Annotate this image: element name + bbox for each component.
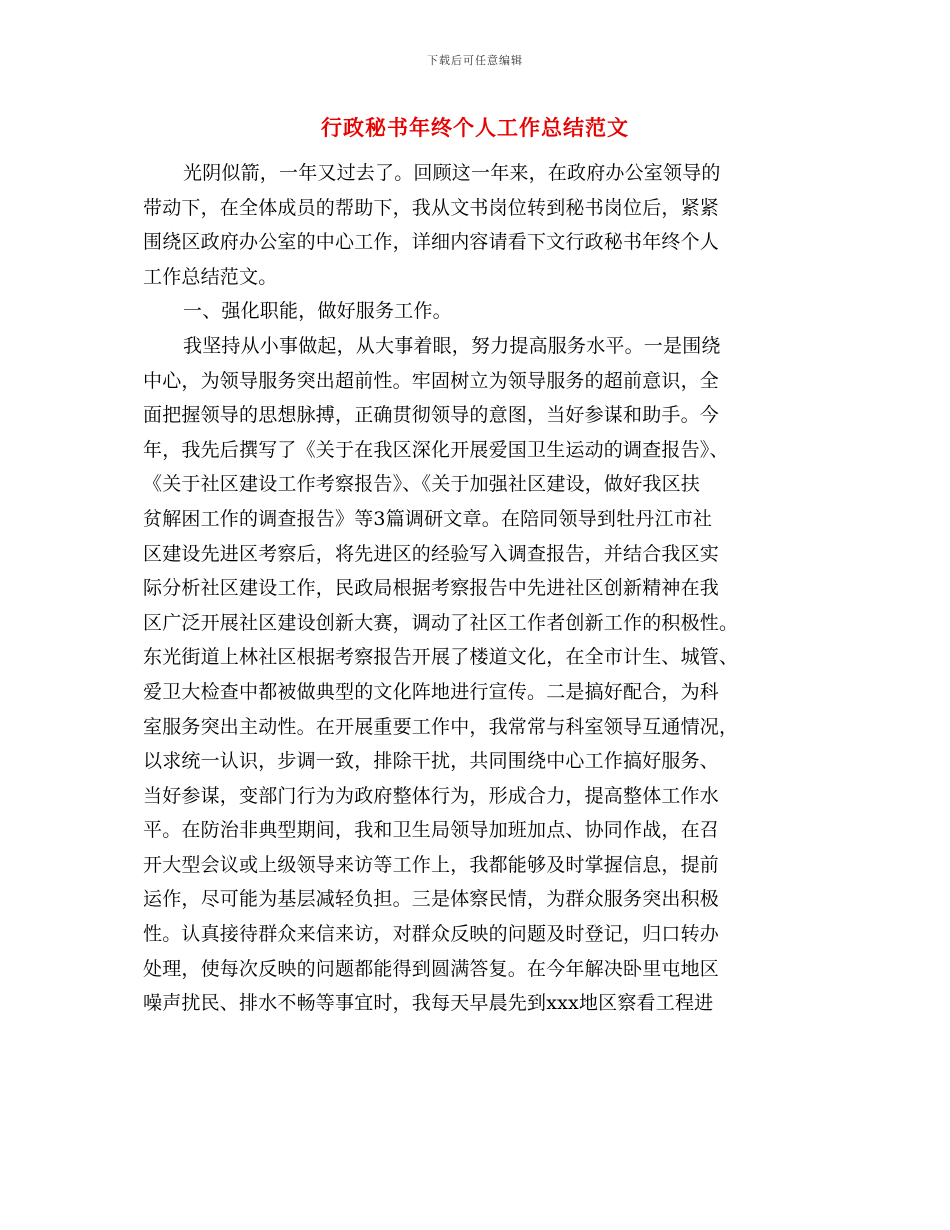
document-title: 行政秘书年终个人工作总结范文 [321, 115, 629, 140]
body-line: 室服务突出主动性。在开展重要工作中，我常常与科室领导互通情况， [143, 715, 739, 738]
body-line: 围绕区政府办公室的中心工作，详细内容请看下文行政秘书年终个人 [143, 231, 720, 254]
body-line: 平。在防治非典型期间，我和卫生局领导加班加点、协同作战，在召 [143, 819, 720, 842]
body-line: 面把握领导的思想脉搏，正确贯彻领导的意图，当好参谋和助手。今 [143, 404, 720, 427]
body-line: 一、强化职能，做好服务工作。 [183, 300, 452, 323]
body-line: 当好参谋，变部门行为为政府整体行为，形成合力，提高整体工作水 [143, 784, 720, 807]
body-line: 开大型会议或上级领导来访等工作上，我都能够及时掌握信息，提前 [143, 853, 720, 876]
body-line: 噪声扰民、排水不畅等事宜时，我每天早晨先到xxx地区察看工程进 [143, 992, 714, 1015]
body-line: 中心，为领导服务突出超前性。牢固树立为领导服务的超前意识，全 [143, 369, 720, 392]
body-line: 东光街道上林社区根据考察报告开展了楼道文化，在全市计生、城管、 [143, 646, 739, 669]
body-line: 际分析社区建设工作，民政局根据考察报告中先进社区创新精神在我 [143, 577, 720, 600]
body-line: 带动下，在全体成员的帮助下，我从文书岗位转到秘书岗位后，紧紧 [143, 196, 720, 219]
document-body [143, 156, 803, 1021]
body-line: 《关于社区建设工作考察报告》、《关于加强社区建设，做好我区扶 [143, 473, 701, 496]
body-line: 运作，尽可能为基层减轻负担。三是体察民情，为群众服务突出积极 [143, 888, 720, 911]
body-line: 爱卫大检查中都被做典型的文化阵地进行宣传。二是搞好配合，为科 [143, 680, 720, 703]
body-line: 区广泛开展社区建设创新大赛，调动了社区工作者创新工作的积极性。 [143, 611, 739, 634]
body-line: 处理，使每次反映的问题都能得到圆满答复。在今年解决卧里屯地区 [143, 957, 720, 980]
body-line: 光阴似箭，一年又过去了。回顾这一年来，在政府办公室领导的 [183, 162, 721, 184]
body-line: 区建设先进区考察后，将先进区的经验写入调查报告，并结合我区实 [143, 542, 720, 565]
header-note: 下载后可任意编辑 [427, 54, 523, 67]
body-line: 以求统一认识，步调一致，排除干扰，共同围绕中心工作搞好服务、 [143, 750, 720, 773]
body-line: 年，我先后撰写了《关于在我区深化开展爱国卫生运动的调查报告》、 [143, 438, 729, 461]
body-line: 工作总结范文。 [143, 265, 278, 288]
body-line: 贫解困工作的调查报告》等3篇调研文章。在陪同领导到牡丹江市社 [143, 507, 713, 530]
body-line: 我坚持从小事做起，从大事着眼，努力提高服务水平。一是围绕 [183, 334, 721, 357]
body-line: 性。认真接待群众来信来访，对群众反映的问题及时登记，归口转办 [143, 923, 720, 946]
